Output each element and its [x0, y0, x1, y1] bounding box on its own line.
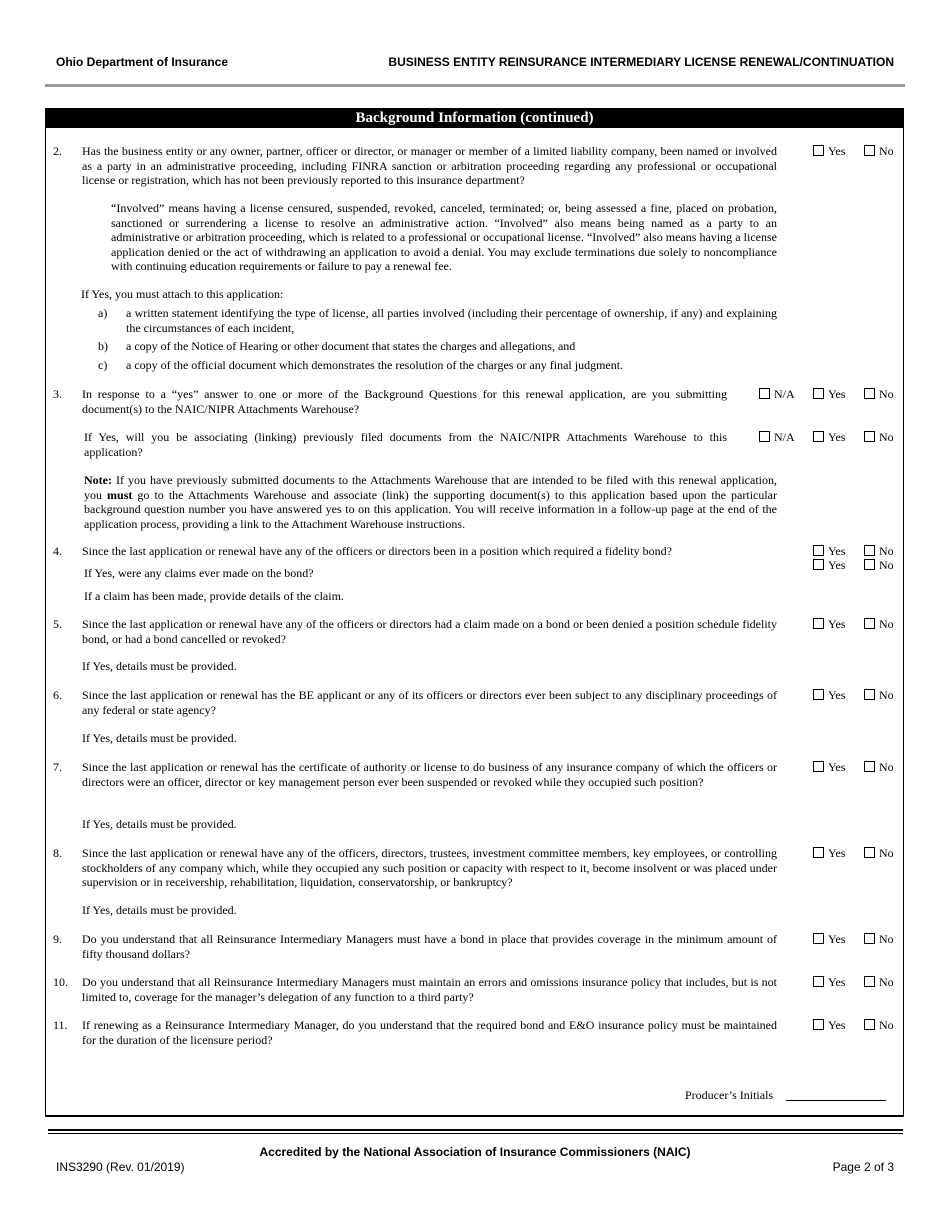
question-7-text: Since the last application or renewal has the certificate of authority or license to do business of any insurance company of which the officers or directors were an officer, director or key management person ever been suspended or revoked while they occupied such position? [82, 760, 777, 789]
question-4-number: 4. [53, 544, 62, 558]
question-9-no[interactable]: No [864, 932, 894, 946]
attach-intro: If Yes, you must attach to this application: [81, 287, 284, 301]
question-3b-yes[interactable]: Yes [813, 430, 845, 444]
yes-checkbox[interactable] [813, 761, 824, 772]
question-7-yes[interactable]: Yes [813, 760, 845, 774]
item-c-text: a copy of the official document which demonstrates the resolution of the charges or any final judgment. [126, 358, 624, 372]
yes-checkbox[interactable] [813, 545, 824, 556]
section-title: Background Information (continued) [45, 108, 904, 128]
question-3-na[interactable]: N/A [759, 387, 795, 401]
no-checkbox[interactable] [864, 847, 875, 858]
yes-checkbox[interactable] [813, 559, 824, 570]
question-6-no[interactable]: No [864, 688, 894, 702]
question-11-number: 11. [53, 1018, 68, 1032]
no-checkbox[interactable] [864, 1019, 875, 1030]
question-4-sub2: If a claim has been made, provide details of the claim. [84, 589, 344, 603]
question-8-text: Since the last application or renewal have any of the officers, directors, trustees, investment committee members, key employees, or controlling stockholders of any company which, while they occupied any such position or capacity with respect to it, become insolvent or was placed under supervision or in receivership, rehabilitation, liquidation, conservatorship, or bankruptcy? [82, 846, 777, 889]
no-checkbox[interactable] [864, 388, 875, 399]
accreditation-text: Accredited by the National Association of Insurance Commissioners (NAIC) [259, 1145, 691, 1159]
yes-checkbox[interactable] [813, 1019, 824, 1030]
yes-checkbox[interactable] [813, 388, 824, 399]
attachments-note: Note: If you have previously submitted documents to the Attachments Warehouse that are intended to be filed with this renewal application, you must go to the Attachments Warehouse and associate (link) the supporting document(s) to this application based upon the particular background question number you have answered yes to on this application. You will receive information in a follow-up page at the end of the application process, providing a link to the Attachment Warehouse instructions. [84, 473, 778, 531]
question-10-yes[interactable]: Yes [813, 975, 845, 989]
question-3-number: 3. [53, 387, 62, 401]
question-4-no[interactable]: No [864, 544, 894, 558]
question-4b-no[interactable]: No [864, 558, 894, 572]
question-2-number: 2. [53, 144, 62, 158]
question-9-number: 9. [53, 932, 62, 946]
yes-checkbox[interactable] [813, 933, 824, 944]
department-name: Ohio Department of Insurance [56, 55, 229, 69]
no-checkbox[interactable] [864, 689, 875, 700]
question-8-number: 8. [53, 846, 62, 860]
question-4-sub1: If Yes, were any claims ever made on the bond? [84, 566, 314, 580]
yes-checkbox[interactable] [813, 618, 824, 629]
footer-rule [48, 1129, 903, 1131]
question-8-sub: If Yes, details must be provided. [82, 903, 237, 917]
item-a-letter: a) [98, 306, 108, 320]
question-5-text: Since the last application or renewal have any of the officers or directors had a claim made on a bond or been denied a position schedule fidelity bond, or had a bond cancelled or revoked? [82, 617, 777, 646]
involved-definition: “Involved” means having a license censured, suspended, revoked, canceled, terminated; or, being assessed a fine, placed on probation, sanctioned or surrendering a license to resolve an administrative action. “Involved” also means being named as a party to an administrative or arbitration proceeding, which is related to a professional or occupational license. “Involved” also means having a license application denied or the act of withdrawing an application to avoid a denial. You may exclude terminations due solely to noncompliance with continuing education requirements or failure to pay a renewal fee. [111, 201, 777, 273]
question-9-text: Do you understand that all Reinsurance Intermediary Managers must have a bond in place that provides coverage in the minimum amount of fifty thousand dollars? [82, 932, 777, 961]
item-c-letter: c) [98, 358, 108, 372]
question-3-followup: If Yes, will you be associating (linking) previously filed documents from the NAIC/NIPR Attachments Warehouse to this application? [84, 430, 727, 459]
yes-checkbox[interactable] [813, 431, 824, 442]
producer-initials-field[interactable] [786, 1100, 886, 1101]
na-checkbox[interactable] [759, 431, 770, 442]
no-checkbox[interactable] [864, 145, 875, 156]
question-4-text: Since the last application or renewal have any of the officers or directors been in a position which required a fidelity bond? [82, 544, 672, 558]
question-11-no[interactable]: No [864, 1018, 894, 1032]
question-5-sub: If Yes, details must be provided. [82, 659, 237, 673]
question-2-no[interactable]: No [864, 144, 894, 158]
question-10-number: 10. [53, 975, 68, 989]
question-4b-yes[interactable]: Yes [813, 558, 845, 572]
yes-checkbox[interactable] [813, 847, 824, 858]
question-5-no[interactable]: No [864, 617, 894, 631]
question-7-no[interactable]: No [864, 760, 894, 774]
question-7-sub: If Yes, details must be provided. [82, 817, 237, 831]
na-checkbox[interactable] [759, 388, 770, 399]
header-rule [45, 84, 905, 87]
question-8-yes[interactable]: Yes [813, 846, 845, 860]
question-8-no[interactable]: No [864, 846, 894, 860]
item-b-letter: b) [98, 339, 108, 353]
no-checkbox[interactable] [864, 618, 875, 629]
question-3b-na[interactable]: N/A [759, 430, 795, 444]
question-6-text: Since the last application or renewal has the BE applicant or any of its officers or directors ever been subject to any disciplinary proceedings of any federal or state agency? [82, 688, 777, 717]
form-number: INS3290 (Rev. 01/2019) [56, 1160, 185, 1174]
form-title: BUSINESS ENTITY REINSURANCE INTERMEDIARY LICENSE RENEWAL/CONTINUATION [388, 55, 894, 69]
yes-checkbox[interactable] [813, 145, 824, 156]
yes-checkbox[interactable] [813, 976, 824, 987]
question-2-yes[interactable]: Yes [813, 144, 845, 158]
question-5-yes[interactable]: Yes [813, 617, 845, 631]
question-3-yes[interactable]: Yes [813, 387, 845, 401]
footer-rule-thin [48, 1133, 903, 1134]
no-checkbox[interactable] [864, 559, 875, 570]
item-a-text: a written statement identifying the type of license, all parties involved (including their percentage of ownership, if any) and explaining the circumstances of each incident, [126, 306, 777, 335]
question-10-no[interactable]: No [864, 975, 894, 989]
question-11-text: If renewing as a Reinsurance Intermediary Manager, do you understand that the required bond and E&O insurance policy must be maintained for the duration of the licensure period? [82, 1018, 777, 1047]
question-11-yes[interactable]: Yes [813, 1018, 845, 1032]
no-checkbox[interactable] [864, 545, 875, 556]
question-7-number: 7. [53, 760, 62, 774]
question-9-yes[interactable]: Yes [813, 932, 845, 946]
question-4-yes[interactable]: Yes [813, 544, 845, 558]
question-3-no[interactable]: No [864, 387, 894, 401]
page-number: Page 2 of 3 [832, 1160, 894, 1174]
producer-initials-label: Producer’s Initials [685, 1088, 774, 1102]
yes-checkbox[interactable] [813, 689, 824, 700]
no-checkbox[interactable] [864, 761, 875, 772]
question-3-text: In response to a “yes” answer to one or more of the Background Questions for this renewal application, are you submitting document(s) to the NAIC/NIPR Attachments Warehouse? [82, 387, 727, 416]
question-10-text: Do you understand that all Reinsurance Intermediary Managers must maintain an errors and omissions insurance policy that includes, but is not limited to, coverage for the manager’s delegation of any function to a third party? [82, 975, 777, 1004]
no-checkbox[interactable] [864, 976, 875, 987]
no-checkbox[interactable] [864, 933, 875, 944]
question-5-number: 5. [53, 617, 62, 631]
question-6-yes[interactable]: Yes [813, 688, 845, 702]
question-3b-no[interactable]: No [864, 430, 894, 444]
no-checkbox[interactable] [864, 431, 875, 442]
question-2-text: Has the business entity or any owner, partner, officer or director, or manager or member of a limited liability company, been named or involved as a party in an administrative proceeding, including FINRA sanction or arbitration proceeding regarding any professional or occupational license or registration, which has not been previously reported to this insurance department? [82, 144, 777, 187]
question-6-number: 6. [53, 688, 62, 702]
question-6-sub: If Yes, details must be provided. [82, 731, 237, 745]
item-b-text: a copy of the Notice of Hearing or other document that states the charges and allegations, and [126, 339, 576, 353]
